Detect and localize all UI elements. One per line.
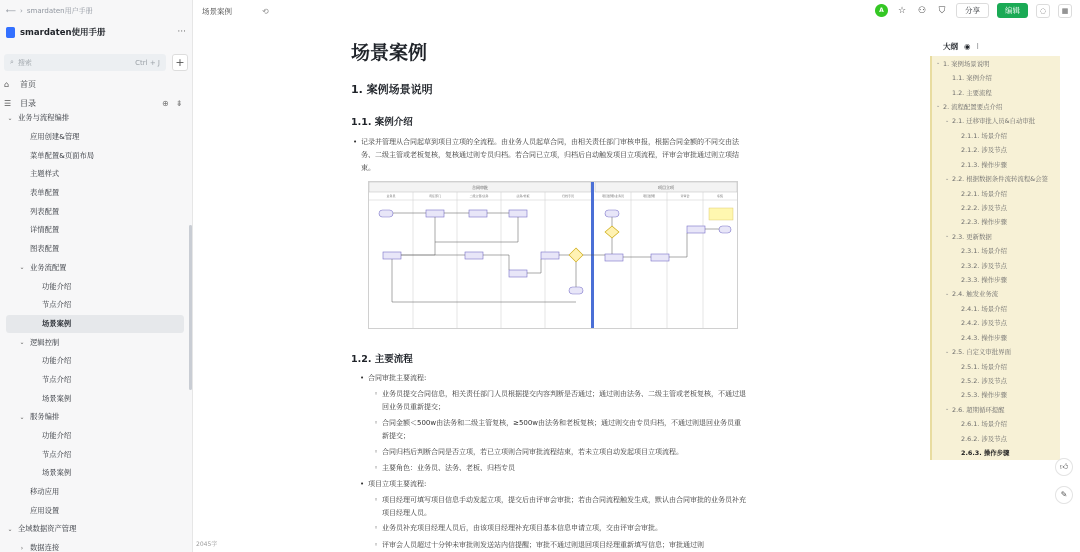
sidebar-item[interactable] xyxy=(0,277,190,296)
sidebar-item-label: 业务流配置 xyxy=(30,262,67,272)
eye-icon[interactable]: ◉ xyxy=(964,41,971,51)
sub-bullet xyxy=(374,417,747,443)
bullet-project-text: 项目立项主要流程: xyxy=(368,480,427,488)
outline-item-label: 2. 流程配置要点介绍 xyxy=(943,102,1003,111)
doc-tree xyxy=(0,109,190,552)
sidebar-item[interactable] xyxy=(0,202,190,221)
user-icon[interactable]: ⚇ xyxy=(917,5,927,16)
sub-bullet xyxy=(374,462,515,475)
sidebar-item-label: 功能介绍 xyxy=(42,356,72,366)
toolbar-right xyxy=(875,3,1072,18)
sidebar-item-label: 应用创建&管理 xyxy=(30,132,80,142)
sub-bullet xyxy=(374,446,757,459)
sidebar-item[interactable] xyxy=(6,315,184,334)
chevron-icon[interactable]: ⌄ xyxy=(945,348,950,355)
lane-label: 法务/老板 xyxy=(516,194,530,198)
outline-item-label: 1.1. 案例介绍 xyxy=(952,74,992,83)
chevron-icon[interactable]: ⌄ xyxy=(7,114,13,122)
sidebar-item[interactable] xyxy=(0,539,190,552)
sidebar-scrollbar[interactable] xyxy=(189,225,192,390)
sub-bullet xyxy=(374,494,747,520)
sidebar-item-label: 数据连接 xyxy=(30,543,60,552)
outline-item[interactable] xyxy=(932,330,1060,344)
outline-item-label: 2.6.2. 涉及节点 xyxy=(961,434,1007,443)
intro-paragraph xyxy=(353,136,741,175)
home-icon: ⌂ xyxy=(4,79,10,89)
sidebar-item-label: 逻辑控制 xyxy=(30,337,60,347)
search-icon: ⌕ xyxy=(10,58,14,66)
top-bar xyxy=(194,0,1080,22)
lane-label: 业务员 xyxy=(386,194,396,198)
chevron-icon[interactable]: ⌄ xyxy=(936,103,941,110)
outline-item[interactable] xyxy=(932,258,1060,272)
search-placeholder: 搜索 xyxy=(17,58,32,67)
sub-bullet xyxy=(374,539,762,552)
outline-item[interactable] xyxy=(932,301,1060,315)
outline-item-label: 2.6.1. 场景介绍 xyxy=(961,420,1007,429)
book-icon xyxy=(6,27,15,38)
outline-item-label: 2.3. 更新数据 xyxy=(952,232,992,241)
outline-item-label: 2.6. 超期循环提醒 xyxy=(952,405,1005,414)
sidebar-item-label: 列表配置 xyxy=(30,206,60,216)
outline-item-label: 2.5.3. 操作步骤 xyxy=(961,391,1007,400)
edit-button[interactable]: 编辑 xyxy=(997,3,1028,18)
shield-icon[interactable]: ⛉ xyxy=(938,5,946,16)
outline-item[interactable] xyxy=(932,417,1060,431)
outline-item-label: 2.4. 触发业务流 xyxy=(952,290,999,299)
sub-bullet xyxy=(374,388,747,414)
outline-item[interactable] xyxy=(932,359,1060,373)
lane-label: 项目经理 xyxy=(642,194,656,198)
sub-bullet xyxy=(374,522,757,535)
share-button[interactable]: 分享 xyxy=(956,3,989,18)
outline-item[interactable] xyxy=(932,171,1060,185)
sidebar-item[interactable] xyxy=(0,128,190,147)
forward-arrow-icon[interactable]: › xyxy=(20,7,23,15)
outline-item-label: 2.1. 迁移审批人员&自动审批 xyxy=(952,117,1036,126)
nav-home[interactable] xyxy=(4,76,36,92)
outline-item-label: 2.4.3. 操作步骤 xyxy=(961,333,1007,342)
bullet-dot: ◦ xyxy=(374,496,379,504)
outline-item[interactable] xyxy=(932,388,1060,402)
outline-item-label: 2.2.2. 涉及节点 xyxy=(961,203,1007,212)
outline-item[interactable] xyxy=(932,229,1060,243)
sidebar-item-label: 服务编排 xyxy=(30,412,60,422)
outline-item[interactable] xyxy=(932,344,1060,358)
heading-1: 1. 案例场景说明 xyxy=(351,83,433,96)
outline-panel xyxy=(930,38,1060,460)
outline-item[interactable] xyxy=(932,243,1060,257)
outline-item[interactable] xyxy=(932,128,1060,142)
sidebar-item[interactable] xyxy=(0,165,190,184)
outline-item[interactable] xyxy=(932,200,1060,214)
chevron-icon[interactable]: ⌄ xyxy=(945,406,950,413)
outline-item[interactable] xyxy=(932,431,1060,445)
sidebar-item[interactable] xyxy=(0,259,190,278)
chevron-icon[interactable]: ⌄ xyxy=(945,175,950,182)
sidebar-item[interactable] xyxy=(0,296,190,315)
sidebar-item-label: 场景案例 xyxy=(42,318,72,328)
sidebar-item[interactable] xyxy=(0,408,190,427)
sidebar-item[interactable] xyxy=(0,445,190,464)
like-icon[interactable]: 👍︎ xyxy=(1055,458,1073,476)
sidebar-item-label: 主题样式 xyxy=(30,169,60,179)
avatar[interactable]: A xyxy=(875,4,888,17)
word-count: 2045字 xyxy=(196,541,218,548)
sub-bullet-text: 业务员补充项目经理人员后，由该项目经理补充项目基本信息申请立项，交由评审会审批。 xyxy=(382,524,662,532)
flow-right-title: 项目立项 xyxy=(658,185,674,190)
bullet-dot: ◦ xyxy=(374,524,379,532)
bullet-dot: • xyxy=(360,480,365,488)
outline-item[interactable] xyxy=(932,402,1060,416)
space-title[interactable]: smardaten使用手册 xyxy=(20,28,106,38)
layout-icon[interactable]: ▦ xyxy=(1058,4,1072,18)
search-shortcut: Ctrl + J xyxy=(135,58,160,67)
chevron-icon[interactable]: ⌄ xyxy=(945,233,950,240)
outline-item-label: 2.4.2. 涉及节点 xyxy=(961,319,1007,328)
sub-bullet-text: 合同归档后判断合同是否立项，若已立项则合同审批流程结束，若未立项自动发起项目立项流程。 xyxy=(382,448,683,456)
bullet-dot: ◦ xyxy=(374,464,379,472)
outline-item-label: 2.3.1. 场景介绍 xyxy=(961,247,1007,256)
sidebar-item-label: 全域数据资产管理 xyxy=(18,524,77,534)
breadcrumb xyxy=(6,6,93,16)
sidebar-item[interactable] xyxy=(0,464,190,483)
chevron-icon[interactable]: ⌄ xyxy=(936,60,941,67)
outline-item-label: 2.1.1. 场景介绍 xyxy=(961,131,1007,140)
page-title: 场景案例 xyxy=(351,42,428,64)
sub-bullet-text: 主要角色：业务员、法务、老板、归档专员 xyxy=(382,464,515,472)
sidebar-item[interactable] xyxy=(0,146,190,165)
chevron-icon[interactable]: ⌄ xyxy=(945,117,950,124)
sub-bullet-text: 业务员提交合同信息，相关责任部门人员根据提交内容判断是否通过；通过则由法务、二级主管或老板复核，不通过退回业务员重新提交； xyxy=(382,390,746,411)
star-icon[interactable]: ☆ xyxy=(897,5,907,16)
outline-item[interactable] xyxy=(932,272,1060,286)
chevron-icon[interactable]: ⌄ xyxy=(19,264,25,272)
sidebar-item-label: 功能介绍 xyxy=(42,281,72,291)
heading-1-2: 1.2. 主要流程 xyxy=(351,354,413,365)
document xyxy=(330,30,930,552)
outline-item-label: 2.1.3. 操作步骤 xyxy=(961,160,1007,169)
flowchart-image[interactable] xyxy=(368,181,738,329)
chevron-icon[interactable]: ⌄ xyxy=(7,525,13,533)
sidebar-item-label: 功能介绍 xyxy=(42,431,72,441)
lane-label: 项目经理/业务员 xyxy=(601,194,625,198)
outline-item-label: 2.2.3. 操作步骤 xyxy=(961,218,1007,227)
bullet-dot: ◦ xyxy=(374,419,379,427)
sidebar-item[interactable] xyxy=(0,520,190,539)
outline-item[interactable] xyxy=(932,143,1060,157)
lane-label: 系统 xyxy=(716,194,724,198)
outline-item[interactable] xyxy=(932,114,1060,128)
lane-label: 责任部门 xyxy=(428,194,442,198)
outline-item-label: 2.6.3. 操作步骤 xyxy=(961,449,1010,458)
list-icon: ☰ xyxy=(4,98,12,108)
outline-item-label: 2.3.3. 操作步骤 xyxy=(961,276,1007,285)
outline-item[interactable] xyxy=(932,215,1060,229)
back-arrow-icon[interactable]: ⟵ xyxy=(6,7,17,15)
sidebar-item[interactable] xyxy=(0,333,190,352)
sidebar-item-label: 表单配置 xyxy=(30,188,60,198)
outline-item[interactable] xyxy=(932,287,1060,301)
sidebar-item[interactable] xyxy=(0,389,190,408)
collapse-icon[interactable]: ⇟ xyxy=(175,99,183,108)
outline-item-label: 1. 案例场景说明 xyxy=(943,59,990,68)
outline-item[interactable] xyxy=(932,316,1060,330)
sidebar-item-label: 节点介绍 xyxy=(42,449,72,459)
sidebar-item-label: 应用设置 xyxy=(30,505,60,515)
sidebar-item-label: 详情配置 xyxy=(30,225,60,235)
bullet-dot: ◦ xyxy=(374,390,379,398)
breadcrumb-text[interactable]: smardaten用户手册 xyxy=(26,7,93,15)
comment-icon[interactable]: ◌ xyxy=(1036,4,1050,18)
sidebar-item-label: 场景案例 xyxy=(42,393,72,403)
sidebar-item[interactable] xyxy=(0,221,190,240)
outline-item[interactable] xyxy=(932,157,1060,171)
sub-bullet-text: 合同金额＜500w由法务和二级主管复核，≥500w由法务和老板复核；通过则交由专员归档，不通过则退回业务员重新提交； xyxy=(382,419,742,440)
outline-item[interactable] xyxy=(932,373,1060,387)
sidebar xyxy=(0,0,193,552)
sub-bullet-text: 评审会人员超过十分钟未审批则发送站内信提醒；审批不通过则退回项目经理重新填写信息；审批通过则 xyxy=(382,541,704,549)
sidebar-item[interactable] xyxy=(0,483,190,502)
sidebar-item-label: 节点介绍 xyxy=(42,300,72,310)
lane-label: 评审会 xyxy=(680,194,690,198)
sidebar-item-label: 场景案例 xyxy=(42,468,72,478)
sidebar-item-label: 菜单配置&页面布局 xyxy=(30,150,95,160)
sidebar-item[interactable] xyxy=(0,352,190,371)
comment-float-icon[interactable]: ✎ xyxy=(1055,486,1073,504)
outline-item-label: 2.2.1. 场景介绍 xyxy=(961,189,1007,198)
space-header[interactable] xyxy=(6,24,186,40)
outline-item-label: 2.4.1. 场景介绍 xyxy=(961,304,1007,313)
outline-item-label: 2.2. 根据数据条件流转流程&会签 xyxy=(952,175,1048,184)
more-icon[interactable]: ··· xyxy=(177,27,186,37)
intro-text: 记录并管理从合同起草到项目立项的全流程。由业务人员起草合同，由相关责任部门审核申报，根据合同金额的不同交由法务、二级主管或老板复核，复核通过则专员归档。若合同已立项，归档后自动触发项目立项流程，评审会审批通过则立项结束。 xyxy=(361,138,739,172)
outline-item[interactable] xyxy=(932,186,1060,200)
bullet-dot: ◦ xyxy=(374,448,379,456)
outline-item[interactable] xyxy=(932,445,1060,459)
outline-item[interactable] xyxy=(932,99,1060,113)
locate-icon[interactable]: ⊕ xyxy=(162,99,169,108)
flow-left-title: 合同审批 xyxy=(472,185,488,190)
outline-collapse-icon[interactable]: ⁝ xyxy=(976,41,979,51)
nav-toc-label: 目录 xyxy=(20,98,36,108)
outline-item[interactable] xyxy=(932,85,1060,99)
bullet-dot: • xyxy=(353,138,358,146)
outline-item-label: 1.2. 主要流程 xyxy=(952,88,992,97)
sidebar-item[interactable] xyxy=(0,427,190,446)
outline-item[interactable] xyxy=(932,56,1060,70)
flowchart-svg xyxy=(369,182,737,328)
outline-item-label: 2.5.2. 涉及节点 xyxy=(961,376,1007,385)
sidebar-item-label: 节点介绍 xyxy=(42,374,72,384)
outline-item-label: 2.1.2. 涉及节点 xyxy=(961,146,1007,155)
bullet-project xyxy=(360,478,427,491)
search-input[interactable] xyxy=(4,54,166,71)
sync-icon[interactable]: ⟲ xyxy=(262,6,269,16)
doc-tab[interactable]: 场景案例 xyxy=(202,6,232,16)
outline-item-label: 2.3.2. 涉及节点 xyxy=(961,261,1007,270)
bullet-contract xyxy=(360,372,427,385)
sidebar-item[interactable] xyxy=(0,109,190,128)
nav-home-label: 首页 xyxy=(20,79,36,89)
lane-label: 二级主管/法务 xyxy=(469,194,489,198)
lane-label: 归档专员 xyxy=(561,194,575,198)
bullet-contract-text: 合同审批主要流程: xyxy=(368,374,427,382)
outline-item[interactable] xyxy=(932,70,1060,84)
outline-title: 大纲 xyxy=(943,41,958,51)
outline-header xyxy=(930,38,1060,54)
chevron-icon[interactable]: ⌄ xyxy=(19,339,25,347)
sub-bullet-text: 项目经理可填写项目信息手动发起立项，提交后由评审会审批；若由合同流程触发生成，默认由合同审批的业务员补充项目经理人员。 xyxy=(382,496,746,517)
add-button[interactable]: + xyxy=(172,54,188,71)
sidebar-item-label: 业务与流程编排 xyxy=(18,113,70,123)
outline-list xyxy=(930,56,1060,460)
bullet-dot: • xyxy=(360,374,365,382)
sidebar-item-label: 移动应用 xyxy=(30,487,60,497)
sidebar-item[interactable] xyxy=(0,371,190,390)
sidebar-item[interactable] xyxy=(0,501,190,520)
chevron-icon[interactable]: ⌄ xyxy=(19,413,25,421)
outline-item-label: 2.5. 自定义审批界面 xyxy=(952,348,1011,357)
sidebar-item[interactable] xyxy=(0,184,190,203)
chevron-icon[interactable]: › xyxy=(20,544,24,552)
bullet-dot: ◦ xyxy=(374,541,379,549)
outline-item-label: 2.5.1. 场景介绍 xyxy=(961,362,1007,371)
sidebar-item[interactable] xyxy=(0,240,190,259)
chevron-icon[interactable]: ⌄ xyxy=(945,290,950,297)
sidebar-item-label: 图表配置 xyxy=(30,244,60,254)
toc-tools xyxy=(162,99,182,108)
heading-1-1: 1.1. 案例介绍 xyxy=(351,117,413,128)
